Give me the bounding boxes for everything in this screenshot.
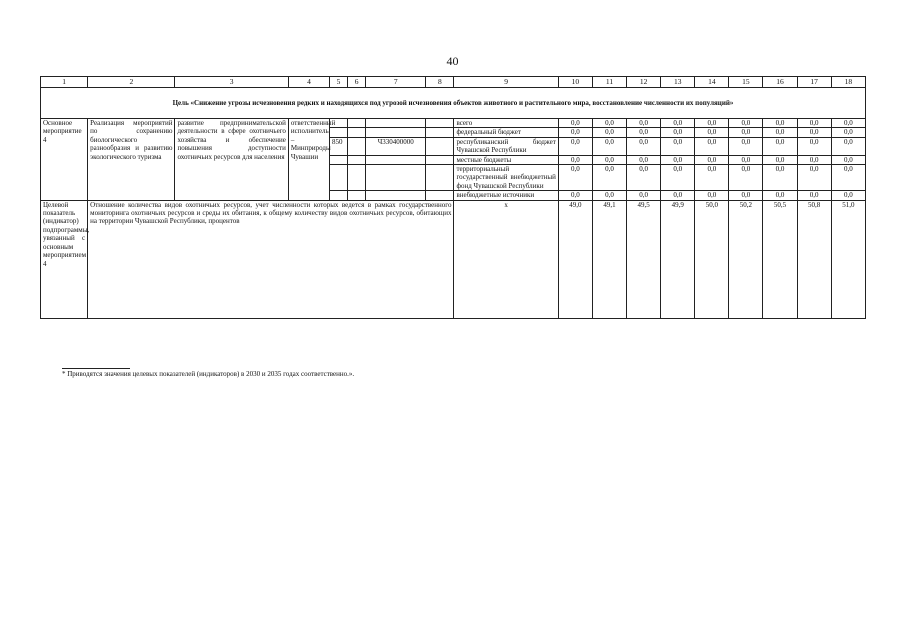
indicator-value: 49,0	[558, 200, 592, 318]
col-number: 8	[426, 77, 454, 88]
value-cell: 0,0	[695, 191, 729, 200]
footnote: * Приводятся значения целевых показателей (индикаторов) в 2030 и 2035 годах соответственно.».	[62, 370, 355, 378]
value-cell: 0,0	[729, 137, 763, 155]
activity-description: Реализация мероприятий по сохранению биологического разнообразия и развитию экологического туризма	[88, 119, 175, 201]
value-cell: 0,0	[797, 119, 831, 128]
value-cell: 0,0	[627, 165, 661, 191]
indicator-description: Отношение количества видов охотничьих ресурсов, учет численности которых ведется в рамках государственного мониторинга охотничьих ресурсов и среды их обитания, к общему количеству видов охотничьих ресурсов, обитающих на территории Чувашской Республики, процентов	[88, 200, 454, 318]
funding-source: федеральный бюджет	[454, 128, 558, 137]
value-cell: 0,0	[558, 155, 592, 164]
value-cell: 0,0	[661, 137, 695, 155]
value-cell: 0,0	[661, 191, 695, 200]
value-cell: 0,0	[797, 191, 831, 200]
value-cell: 0,0	[592, 119, 626, 128]
value-cell: 0,0	[763, 165, 797, 191]
indicator-source-mark: x	[454, 200, 558, 318]
value-cell: 0,0	[695, 165, 729, 191]
value-cell: 0,0	[797, 155, 831, 164]
value-cell: 0,0	[797, 137, 831, 155]
value-cell: 0,0	[627, 137, 661, 155]
value-cell: 0,0	[729, 128, 763, 137]
value-cell: 0,0	[831, 119, 865, 128]
col-number: 10	[558, 77, 592, 88]
value-cell: 0,0	[831, 137, 865, 155]
col-number: 13	[661, 77, 695, 88]
funding-source: республиканский бюджет Чувашской Республики	[454, 137, 558, 155]
value-cell: 0,0	[763, 191, 797, 200]
funding-source: всего	[454, 119, 558, 128]
indicator-row	[41, 200, 866, 318]
col-number: 18	[831, 77, 865, 88]
value-cell: 0,0	[627, 155, 661, 164]
value-cell: 0,0	[627, 128, 661, 137]
value-cell: 0,0	[729, 165, 763, 191]
program-table	[40, 76, 866, 319]
value-cell: 0,0	[831, 128, 865, 137]
value-cell: 0,0	[831, 165, 865, 191]
value-cell: 0,0	[797, 165, 831, 191]
activity-name: Основное мероприятие 4	[41, 119, 88, 201]
indicator-value: 50,5	[763, 200, 797, 318]
value-cell: 0,0	[797, 128, 831, 137]
funding-source: внебюджетные источники	[454, 191, 558, 200]
value-cell: 0,0	[661, 128, 695, 137]
value-cell: 0,0	[661, 155, 695, 164]
col-number: 11	[592, 77, 626, 88]
funding-source: территориальный государственный внебюджетный фонд Чувашской Республики	[454, 165, 558, 191]
grbs-code: 850	[330, 137, 348, 155]
col-number: 3	[175, 77, 288, 88]
indicator-value: 51,0	[831, 200, 865, 318]
value-cell: 0,0	[558, 137, 592, 155]
table-row	[41, 119, 866, 128]
value-cell: 0,0	[592, 191, 626, 200]
col-number: 9	[454, 77, 558, 88]
value-cell: 0,0	[695, 119, 729, 128]
col-number: 4	[288, 77, 329, 88]
value-cell: 0,0	[831, 155, 865, 164]
col-number: 14	[695, 77, 729, 88]
col-number: 12	[627, 77, 661, 88]
value-cell: 0,0	[695, 137, 729, 155]
col-number: 5	[330, 77, 348, 88]
indicator-value: 50,0	[695, 200, 729, 318]
value-cell: 0,0	[729, 119, 763, 128]
value-cell: 0,0	[695, 128, 729, 137]
value-cell: 0,0	[558, 119, 592, 128]
value-cell: 0,0	[763, 128, 797, 137]
value-cell: 0,0	[558, 191, 592, 200]
activity-effect: развитие предпринимательской деятельности в сфере охотничьего хозяйства и обеспечение повышения доступности охотничьих ресурсов для населения	[175, 119, 288, 201]
budget-code: Ч330400000	[366, 137, 426, 155]
footnote-divider	[62, 368, 130, 369]
col-number: 1	[41, 77, 88, 88]
indicator-name: Целевой показатель (индикатор) подпрограммы, увязанный с основным мероприятием 4	[41, 200, 88, 318]
value-cell: 0,0	[729, 191, 763, 200]
col-number: 6	[348, 77, 366, 88]
value-cell: 0,0	[763, 137, 797, 155]
col-number: 7	[366, 77, 426, 88]
goal-text: Цель «Снижение угрозы исчезновения редких и находящихся под угрозой исчезновения объектов животного и растительного мира, восстановление численности их популяций»	[41, 88, 866, 119]
value-cell: 0,0	[763, 155, 797, 164]
indicator-value: 49,5	[627, 200, 661, 318]
value-cell: 0,0	[729, 155, 763, 164]
value-cell: 0,0	[558, 128, 592, 137]
indicator-value: 49,1	[592, 200, 626, 318]
goal-row	[41, 88, 866, 119]
value-cell: 0,0	[592, 155, 626, 164]
page-number: 40	[446, 54, 459, 68]
value-cell: 0,0	[763, 119, 797, 128]
value-cell: 0,0	[558, 165, 592, 191]
value-cell: 0,0	[627, 191, 661, 200]
col-number: 15	[729, 77, 763, 88]
value-cell: 0,0	[661, 119, 695, 128]
indicator-value: 49,9	[661, 200, 695, 318]
value-cell: 0,0	[831, 191, 865, 200]
value-cell: 0,0	[661, 165, 695, 191]
value-cell: 0,0	[695, 155, 729, 164]
value-cell: 0,0	[592, 165, 626, 191]
col-number: 16	[763, 77, 797, 88]
col-number: 17	[797, 77, 831, 88]
indicator-value: 50,2	[729, 200, 763, 318]
activity-executor: ответственный исполнитель – Минприроды Чувашии	[288, 119, 329, 201]
value-cell: 0,0	[592, 128, 626, 137]
column-number-row	[41, 77, 866, 88]
funding-source: местные бюджеты	[454, 155, 558, 164]
value-cell: 0,0	[627, 119, 661, 128]
col-number: 2	[88, 77, 175, 88]
indicator-value: 50,8	[797, 200, 831, 318]
value-cell: 0,0	[592, 137, 626, 155]
